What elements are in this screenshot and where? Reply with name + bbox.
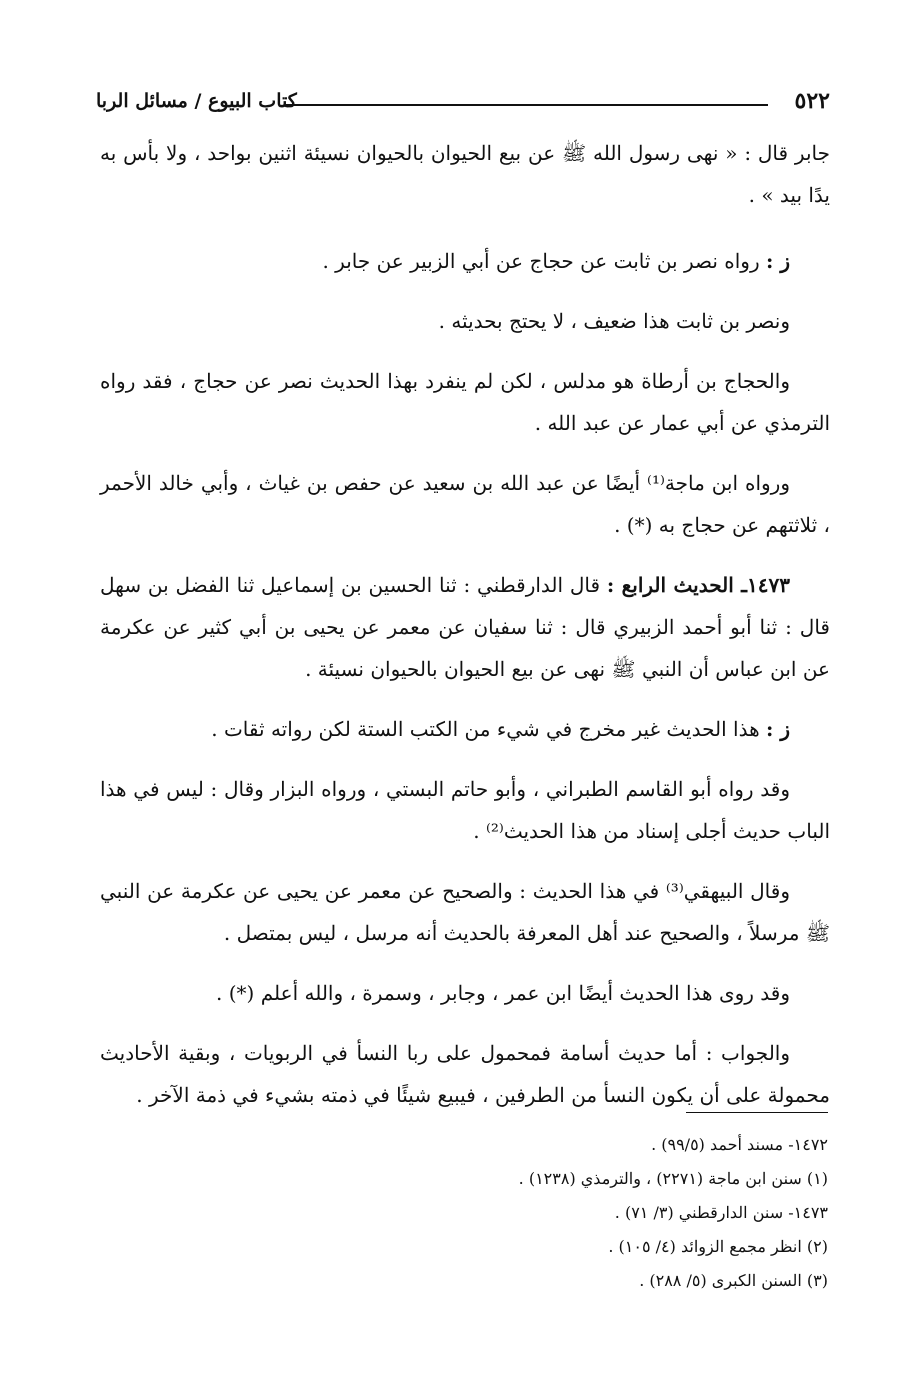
paragraph xyxy=(100,564,830,690)
footnotes xyxy=(98,1128,828,1298)
page-header xyxy=(96,88,830,122)
paragraph xyxy=(100,360,830,444)
hadith-number: ١٤٧٣ـ الحديث الرابع : xyxy=(606,573,790,597)
paragraph-text: وقد روى هذا الحديث أيضًا ابن عمر ، وجابر ، وسمرة ، والله أعلم (*) . xyxy=(216,981,790,1005)
paragraph xyxy=(100,972,830,1014)
main-text xyxy=(100,132,830,1134)
paragraph-text: وقال البيهقي⁽³⁾ في هذا الحديث : والصحيح عن معمر عن يحيى عن عكرمة عن النبي ﷺ مرسلاً ، والصحيح عند أهل المعرفة بالحديث أنه مرسل ، ليس بمتصل . xyxy=(100,879,830,945)
footnote-separator xyxy=(686,1112,828,1113)
paragraph xyxy=(100,1032,830,1116)
paragraph-text: ورواه ابن ماجة⁽¹⁾ أيضًا عن عبد الله بن سعيد عن حفص بن غياث ، وأبي خالد الأحمر ، ثلاثتهم عن حجاج به (*) . xyxy=(100,471,830,537)
paragraph-text: هذا الحديث غير مخرج في شيء من الكتب الستة لكن رواته ثقات . xyxy=(211,717,766,741)
paragraph-lead: ز : xyxy=(765,717,790,741)
paragraph-text: رواه نصر بن ثابت عن حجاج عن أبي الزبير عن جابر . xyxy=(322,249,766,273)
running-title: كتاب البيوع / مسائل الربا xyxy=(96,90,297,112)
paragraph-text: وقد رواه أبو القاسم الطبراني ، وأبو حاتم البستي ، ورواه البزار وقال : ليس في هذا الباب حديث أجلى إسناد من هذا الحديث⁽²⁾ . xyxy=(100,777,830,843)
paragraph-text: ونصر بن ثابت هذا ضعيف ، لا يحتج بحديثه . xyxy=(438,309,790,333)
paragraph-text: والجواب : أما حديث أسامة فمحمول على ربا النسأ في الربويات ، وبقية الأحاديث محمولة على أن يكون النسأ من الطرفين ، فيبيع شيئًا في ذمته بشيء في ذمة الآخر . xyxy=(100,1041,830,1107)
paragraph-text: قال الدارقطني : ثنا الحسين بن إسماعيل ثنا الفضل بن سهل قال : ثنا أبو أحمد الزبيري قال : ثنا سفيان عن معمر عن يحيى بن أبي كثير عن عكرمة عن ابن عباس أن النبي ﷺ نهى عن بيع الحيوان بالحيوان نسيئة . xyxy=(100,573,830,681)
paragraph xyxy=(100,708,830,750)
page-number: ٥٢٢ xyxy=(794,88,830,114)
footnote: (١) سنن ابن ماجة (٢٢٧١) ، والترمذي (١٢٣٨) . xyxy=(518,1169,828,1188)
paragraph xyxy=(100,768,830,852)
paragraph xyxy=(100,300,830,342)
footnote: ١٤٧٣- سنن الدارقطني (٣/ ٧١) . xyxy=(614,1203,828,1222)
paragraph xyxy=(100,462,830,546)
footnote: (٣) السنن الكبرى (٥/ ٢٨٨) . xyxy=(639,1271,828,1290)
paragraph xyxy=(100,132,830,216)
paragraph xyxy=(100,870,830,954)
paragraph-lead: ز : xyxy=(765,249,790,273)
header-rule xyxy=(286,104,768,106)
paragraph xyxy=(100,240,830,282)
paragraph-text: والحجاج بن أرطاة هو مدلس ، لكن لم ينفرد بهذا الحديث نصر عن حجاج ، فقد رواه الترمذي عن أبي عمار عن عبد الله . xyxy=(100,369,830,435)
footnote: ١٤٧٢- مسند أحمد (٩٩/٥) . xyxy=(651,1135,828,1154)
footnote: (٢) انظر مجمع الزوائد (٤/ ١٠٥) . xyxy=(608,1237,828,1256)
paragraph-text: جابر قال : « نهى رسول الله ﷺ عن بيع الحيوان بالحيوان نسيئة اثنين بواحد ، ولا بأس به يدًا بيد » . xyxy=(100,141,830,207)
